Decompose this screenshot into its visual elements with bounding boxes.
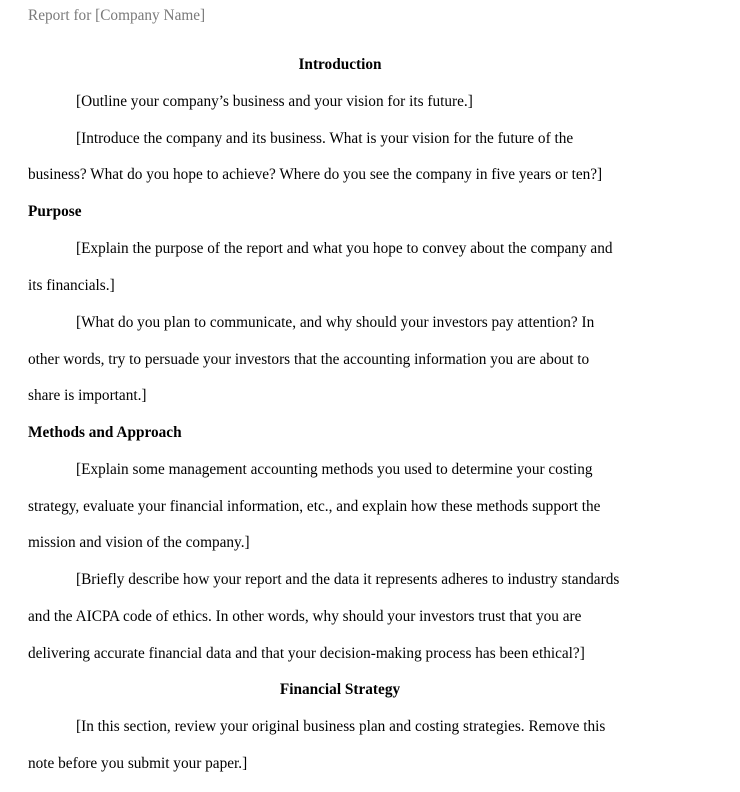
heading-introduction: Introduction — [298, 56, 382, 73]
running-header: Report for [Company Name] — [28, 7, 206, 24]
methods-paragraph-2-line-1: [Briefly describe how your report and the data it represents adheres to industry standards — [76, 571, 620, 588]
intro-paragraph-2-line-1: [Introduce the company and its business. What is your vision for the future of the — [76, 130, 574, 147]
purpose-paragraph-1-line-2: its financials.] — [28, 277, 115, 294]
financial-strategy-paragraph-line-2: note before you submit your paper.] — [28, 755, 248, 772]
financial-strategy-paragraph-line-1: [In this section, review your original business plan and costing strategies. Remove this — [76, 718, 606, 735]
methods-paragraph-1-line-3: mission and vision of the company.] — [28, 534, 250, 551]
purpose-paragraph-2-line-3: share is important.] — [28, 387, 147, 404]
methods-paragraph-2-line-2: and the AICPA code of ethics. In other words, why should your investors trust that you are — [28, 608, 582, 625]
purpose-paragraph-1-line-1: [Explain the purpose of the report and what you hope to convey about the company and — [76, 240, 613, 257]
methods-paragraph-2-line-3: delivering accurate financial data and that your decision-making process has been ethical?] — [28, 645, 585, 662]
methods-paragraph-1-line-2: strategy, evaluate your financial information, etc., and explain how these methods support the — [28, 498, 601, 515]
heading-purpose: Purpose — [28, 203, 82, 220]
intro-paragraph-2-line-2: business? What do you hope to achieve? Where do you see the company in five years or ten?] — [28, 166, 603, 183]
heading-methods-and-approach: Methods and Approach — [28, 424, 182, 441]
heading-financial-strategy: Financial Strategy — [279, 681, 401, 698]
purpose-paragraph-2-line-1: [What do you plan to communicate, and why should your investors pay attention? In — [76, 314, 595, 331]
methods-paragraph-1-line-1: [Explain some management accounting methods you used to determine your costing — [76, 461, 593, 478]
intro-paragraph-1: [Outline your company’s business and your vision for its future.] — [76, 93, 473, 110]
purpose-paragraph-2-line-2: other words, try to persuade your investors that the accounting information you are about to — [28, 351, 590, 368]
